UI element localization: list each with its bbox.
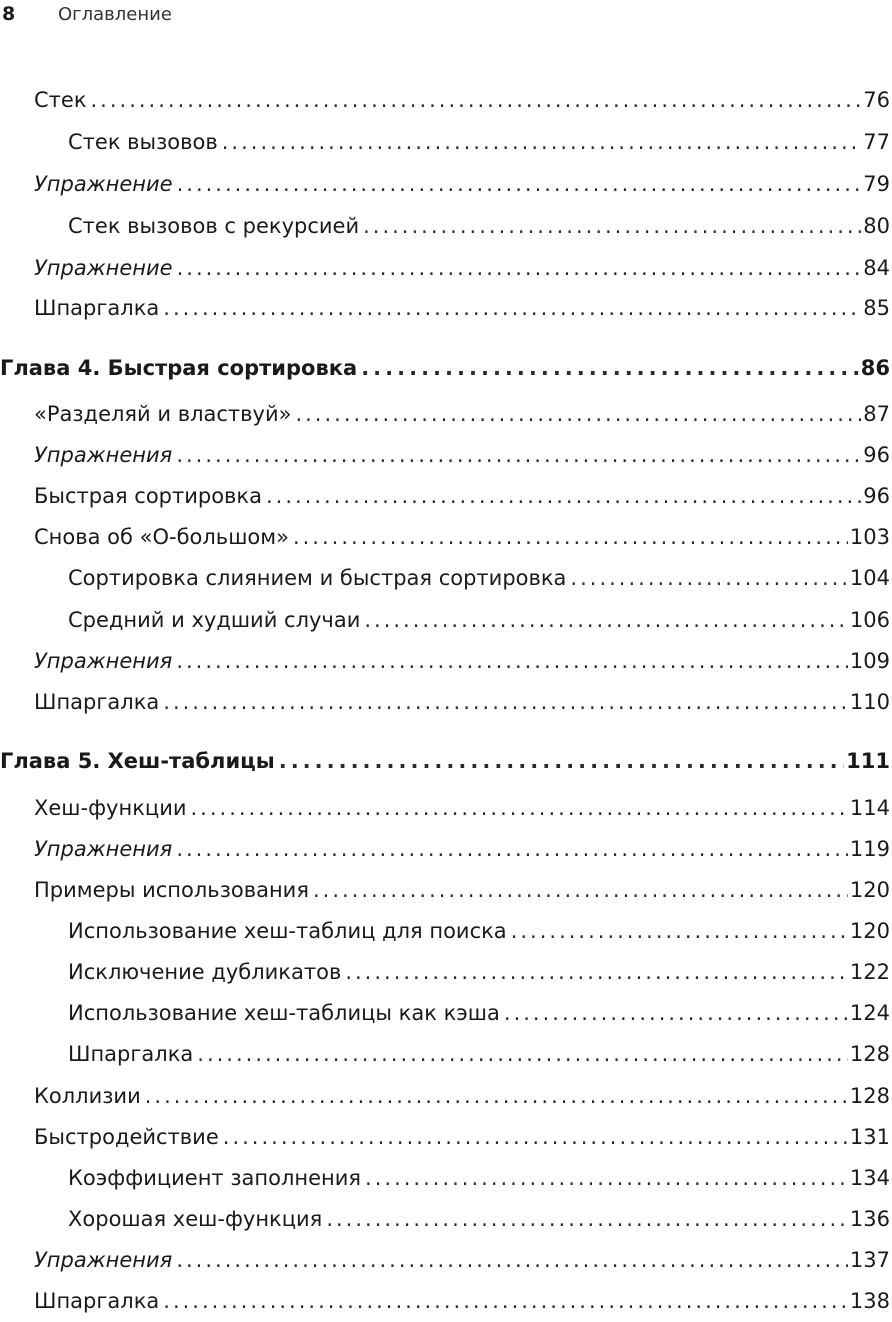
toc-entry[interactable] bbox=[68, 1205, 892, 1233]
dot-leader bbox=[361, 354, 859, 382]
toc-entry-page: 137 bbox=[849, 1248, 890, 1272]
toc-entry[interactable] bbox=[68, 958, 892, 986]
toc-entry[interactable] bbox=[68, 128, 892, 156]
toc-entry-page: 114 bbox=[849, 796, 890, 820]
dot-leader bbox=[223, 1123, 848, 1151]
dot-leader bbox=[176, 441, 861, 469]
toc-entry-page: 96 bbox=[863, 484, 890, 508]
toc-entry-title: «Разделяй и властвуй» bbox=[34, 402, 292, 426]
toc-chapter-entry[interactable] bbox=[0, 354, 892, 382]
toc-entry-page: 120 bbox=[849, 919, 890, 943]
toc-entry-page: 86 bbox=[860, 356, 890, 380]
toc-entry-title: Упражнения bbox=[34, 1248, 173, 1272]
dot-leader bbox=[197, 1040, 848, 1068]
toc-entry-page: 103 bbox=[849, 525, 890, 549]
toc-entry[interactable] bbox=[34, 1246, 892, 1274]
toc-entry-page: 76 bbox=[863, 88, 890, 112]
dot-leader bbox=[365, 1164, 848, 1192]
toc-entry-page: 131 bbox=[849, 1125, 890, 1149]
dot-leader bbox=[163, 1287, 848, 1315]
dot-leader bbox=[326, 1205, 848, 1233]
dot-leader bbox=[511, 917, 848, 945]
toc-chapter-title: Глава 4. Быстрая сортировка bbox=[0, 356, 358, 380]
toc-entry-page: 96 bbox=[863, 443, 890, 467]
toc-entry-title: Примеры использования bbox=[34, 878, 309, 902]
toc-entry[interactable] bbox=[68, 606, 892, 634]
toc-entry[interactable] bbox=[34, 1123, 892, 1151]
dot-leader bbox=[279, 747, 844, 775]
toc-entry-title: Шпаргалка bbox=[68, 1042, 194, 1066]
dot-leader bbox=[364, 606, 848, 634]
toc-entry-page: 106 bbox=[849, 608, 890, 632]
toc-entry-title: Стек вызовов с рекурсией bbox=[68, 214, 360, 238]
toc-entry[interactable] bbox=[68, 1164, 892, 1192]
dot-leader bbox=[266, 482, 861, 510]
toc-entry-page: 104 bbox=[849, 566, 890, 590]
page-number: 8 bbox=[2, 3, 16, 25]
toc-entry-title: Коэффициент заполнения bbox=[68, 1166, 362, 1190]
toc-entry-page: 138 bbox=[849, 1289, 890, 1313]
toc-entry-title: Упражнение bbox=[34, 172, 173, 196]
toc-entry-title: Хеш-функции bbox=[34, 796, 187, 820]
toc-entry-page: 77 bbox=[863, 130, 890, 154]
dot-leader bbox=[295, 400, 861, 428]
toc-entry[interactable] bbox=[68, 917, 892, 945]
toc-entry-title: Упражнение bbox=[34, 256, 173, 280]
toc-entry[interactable] bbox=[34, 86, 892, 114]
dot-leader bbox=[504, 999, 848, 1027]
running-head-title: Оглавление bbox=[58, 3, 172, 25]
toc-entry-page: 109 bbox=[849, 649, 890, 673]
toc-entry-title: Шпаргалка bbox=[34, 690, 160, 714]
toc-entry[interactable] bbox=[68, 564, 892, 592]
dot-leader bbox=[91, 86, 862, 114]
toc-entry-page: 134 bbox=[849, 1166, 890, 1190]
toc-entry[interactable] bbox=[68, 212, 892, 240]
toc-entry-page: 136 bbox=[849, 1207, 890, 1231]
toc-entry-title: Упражнения bbox=[34, 837, 173, 861]
toc-entry-page: 79 bbox=[863, 172, 890, 196]
toc-entry-page: 80 bbox=[863, 214, 890, 238]
toc-entry-page: 87 bbox=[863, 402, 890, 426]
dot-leader bbox=[191, 794, 848, 822]
running-head bbox=[0, 0, 172, 28]
toc-entry[interactable] bbox=[34, 1082, 892, 1110]
toc-entry[interactable] bbox=[34, 482, 892, 510]
toc-entry[interactable] bbox=[34, 688, 892, 716]
toc-entry[interactable] bbox=[34, 835, 892, 863]
dot-leader bbox=[222, 128, 862, 156]
dot-leader bbox=[293, 523, 848, 551]
toc-entry-title: Использование хеш-таблицы как кэша bbox=[68, 1001, 500, 1025]
toc-entry[interactable] bbox=[34, 794, 892, 822]
dot-leader bbox=[345, 958, 848, 986]
toc-entry-page: 84 bbox=[863, 256, 890, 280]
toc-chapter-title: Глава 5. Хеш-таблицы bbox=[0, 749, 275, 773]
dot-leader bbox=[363, 212, 861, 240]
toc-entry-title: Стек вызовов bbox=[68, 130, 218, 154]
toc-entry-title: Исключение дубликатов bbox=[68, 960, 342, 984]
toc-entry-title: Снова об «О-большом» bbox=[34, 525, 289, 549]
dot-leader bbox=[176, 1246, 848, 1274]
dot-leader bbox=[177, 170, 862, 198]
toc-entry-page: 124 bbox=[849, 1001, 890, 1025]
toc-entry-title: Сортировка слиянием и быстрая сортировка bbox=[68, 566, 567, 590]
toc-entry-page: 128 bbox=[849, 1084, 890, 1108]
dot-leader bbox=[313, 876, 848, 904]
toc-entry-title: Использование хеш-таблиц для поиска bbox=[68, 919, 507, 943]
toc-entry-page: 128 bbox=[849, 1042, 890, 1066]
toc-entry-page: 119 bbox=[849, 837, 890, 861]
toc-entry-title: Упражнения bbox=[34, 443, 173, 467]
toc-entry[interactable] bbox=[34, 647, 892, 675]
toc-entry-page: 85 bbox=[863, 296, 890, 320]
toc-entry-title: Шпаргалка bbox=[34, 296, 160, 320]
toc-entry[interactable] bbox=[34, 254, 892, 282]
toc-chapter-entry[interactable] bbox=[0, 747, 892, 775]
dot-leader bbox=[163, 294, 861, 322]
toc-entry[interactable] bbox=[68, 1040, 892, 1068]
toc-entry-page: 120 bbox=[849, 878, 890, 902]
toc-entry[interactable] bbox=[68, 999, 892, 1027]
toc-entry-title: Упражнения bbox=[34, 649, 173, 673]
toc-entry-title: Хорошая хеш-функция bbox=[68, 1207, 323, 1231]
toc-entry-title: Шпаргалка bbox=[34, 1289, 160, 1313]
toc-entry-title: Быстрая сортировка bbox=[34, 484, 262, 508]
toc-entry-page: 110 bbox=[849, 690, 890, 714]
toc-entry[interactable] bbox=[34, 294, 892, 322]
dot-leader bbox=[176, 647, 848, 675]
toc-entry-page: 111 bbox=[846, 749, 890, 773]
toc-entry[interactable] bbox=[34, 1287, 892, 1315]
dot-leader bbox=[176, 835, 848, 863]
toc-entry-title: Стек bbox=[34, 88, 87, 112]
dot-leader bbox=[145, 1082, 848, 1110]
dot-leader bbox=[177, 254, 862, 282]
dot-leader bbox=[163, 688, 848, 716]
toc-entry-title: Коллизии bbox=[34, 1084, 141, 1108]
toc-entry[interactable] bbox=[34, 876, 892, 904]
toc-entry-title: Быстродействие bbox=[34, 1125, 219, 1149]
toc-entry-title: Средний и худший случаи bbox=[68, 608, 361, 632]
dot-leader bbox=[570, 564, 847, 592]
toc-entry-page: 122 bbox=[849, 960, 890, 984]
toc-entry[interactable] bbox=[34, 400, 892, 428]
toc-entry[interactable] bbox=[34, 523, 892, 551]
toc-entry[interactable] bbox=[34, 441, 892, 469]
toc-entry[interactable] bbox=[34, 170, 892, 198]
